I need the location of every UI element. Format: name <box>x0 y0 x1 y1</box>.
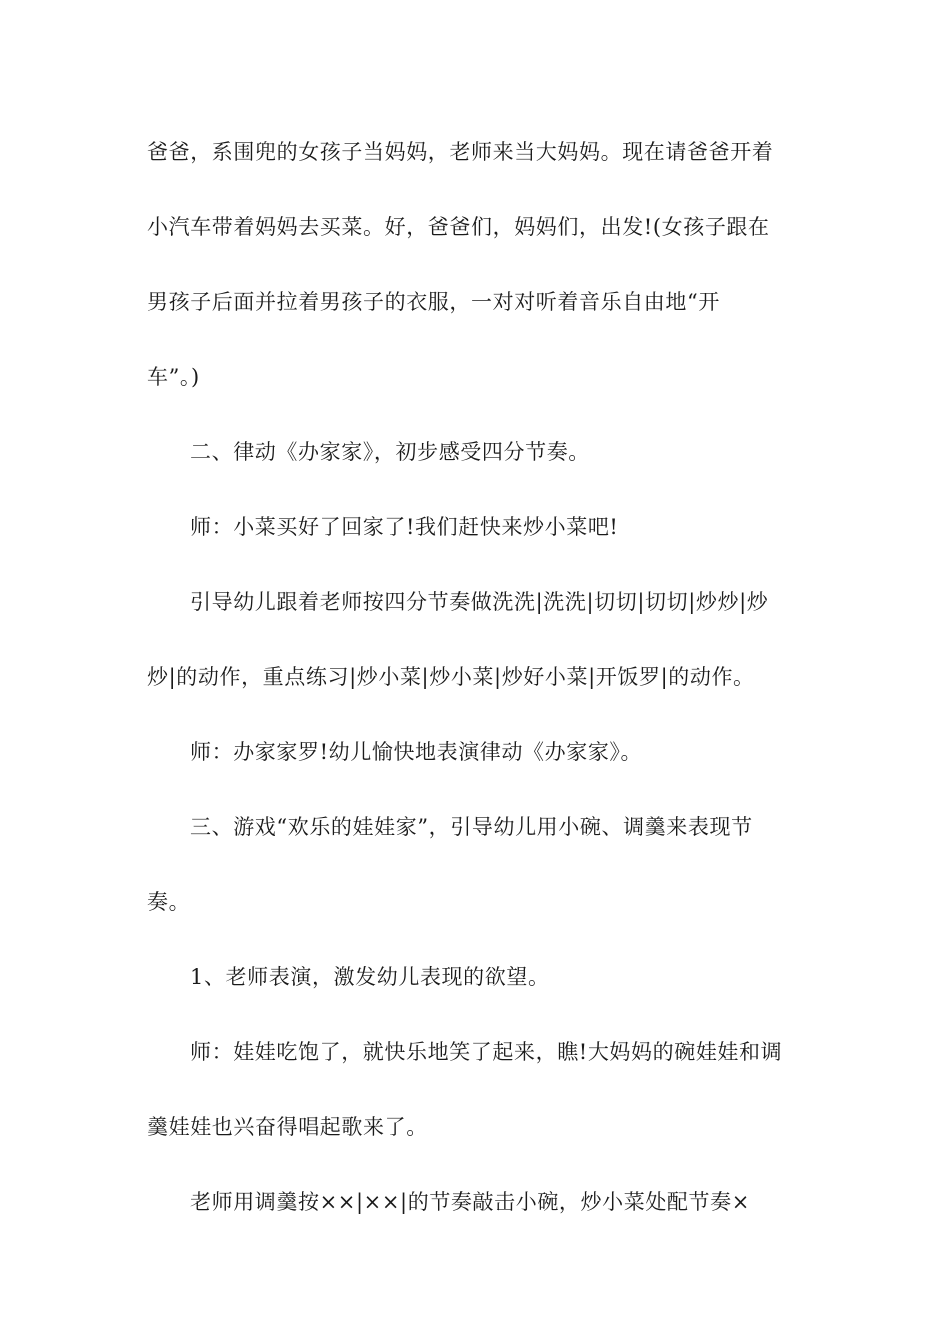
text-line: 男孩子后面并拉着男孩子的衣服，一对对听着音乐自由地“开 <box>147 290 720 314</box>
text-line: 奏。 <box>147 890 191 914</box>
section-heading: 三、游戏“欢乐的娃娃家”，引导幼儿用小碗、调羹来表现节 <box>190 815 753 839</box>
text-line: 小汽车带着妈妈去买菜。好，爸爸们，妈妈们，出发!(女孩子跟在 <box>147 215 770 239</box>
section-heading: 二、律动《办家家》，初步感受四分节奏。 <box>190 440 590 464</box>
text-line: 师：办家家罗!幼儿愉快地表演律动《办家家》。 <box>190 740 643 764</box>
text-line: 老师用调羹按××|××|的节奏敲击小碗，炒小菜处配节奏× <box>190 1190 750 1214</box>
text-line: 师：娃娃吃饱了，就快乐地笑了起来，瞧!大妈妈的碗娃娃和调 <box>190 1040 783 1064</box>
text-line: 羹娃娃也兴奋得唱起歌来了。 <box>147 1115 428 1139</box>
text-line: 炒|的动作，重点练习|炒小菜|炒小菜|炒好小菜|开饭罗|的动作。 <box>147 665 755 689</box>
text-line: 爸爸，系围兜的女孩子当妈妈，老师来当大妈妈。现在请爸爸开着 <box>147 140 774 164</box>
text-line: 引导幼儿跟着老师按四分节奏做洗洗|洗洗|切切|切切|炒炒|炒 <box>190 590 769 614</box>
text-line: 车”。) <box>147 365 200 389</box>
sub-heading: 1、老师表演，激发幼儿表现的欲望。 <box>190 965 550 989</box>
text-line: 师：小菜买好了回家了!我们赶快来炒小菜吧! <box>190 515 619 539</box>
